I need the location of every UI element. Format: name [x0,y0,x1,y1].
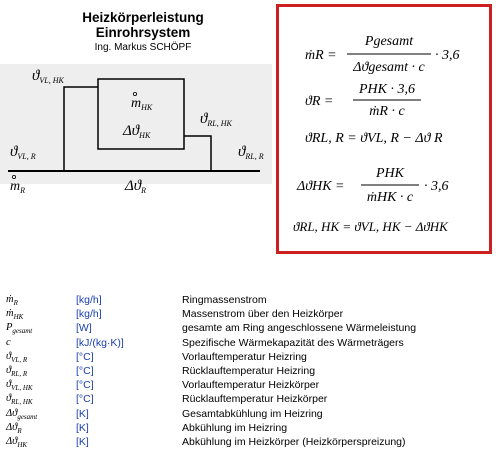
legend-unit: [K] [76,436,89,448]
formula2-lhs: ϑR = [305,94,334,109]
legend-row [0,351,500,363]
formula-set [279,7,489,251]
legend-symbol: $\Delta ϑ_R$ [6,421,22,435]
legend-symbol: $ϑ_{VL, R}$ [6,350,28,364]
m-r-label: $m_R$ [10,179,26,195]
theta-rl-hk-label: $ϑ_{RL, HK}$ [200,111,232,128]
legend-description: Abkühlung im Heizkörper (Heizkörperspreizung) [182,436,406,448]
legend-description: Ringmassenstrom [182,294,267,306]
legend-row [0,294,500,306]
legend-row [0,365,500,377]
author-label: Ing. Markus SCHÖPF [94,42,192,53]
formula1-numerator: Pgesamt [364,34,414,49]
legend-unit: [°C] [76,379,94,392]
formula3: ϑRL, R = ϑVL, R − Δϑ R [305,131,443,146]
legend-description: Massenstrom über den Heizkörper [182,308,344,321]
legend-row [0,337,500,349]
legend-symbol: $\Delta ϑ_{gesamt}$ [6,407,38,421]
formula1-lhs: ṁR = [305,48,337,63]
legend-row [0,408,500,420]
legend-symbol: c [6,336,11,348]
formula-box [276,4,492,254]
legend-unit: [kg/h] [76,294,102,306]
legend-unit: [kg/h] [76,308,102,321]
legend-unit: [°C] [76,350,94,363]
formula4-denominator: ṁHK · c [366,190,414,205]
legend-unit: [°C] [76,393,94,406]
legend-row [0,308,500,320]
legend-description: Vorlauftemperatur Heizkörper [182,379,320,392]
formula1-tail: · 3,6 [435,48,460,63]
legend-row [0,436,500,448]
legend-unit: [K] [76,407,89,420]
theta-rl-r-label: $ϑ_{RL, R}$ [238,144,264,161]
legend-description: Vorlauftemperatur Heizring [182,350,307,363]
formula2-denominator: ṁR · c [369,104,405,119]
legend-unit: [W] [76,322,92,335]
formula4-lhs: ΔϑHK = [297,179,345,194]
title-line1: Heizkörperleistung [82,10,204,25]
theta-vl-hk-label: $ϑ_{VL, HK}$ [32,68,64,85]
title-line2: Einrohrsystem [95,25,191,40]
formula4-numerator: PHK [376,166,404,181]
legend-symbol: $ϑ_{VL, HK}$ [6,379,33,393]
formula1-denominator: Δϑgesamt · c [353,60,425,75]
legend-unit: [°C] [76,365,94,377]
legend-description: Rücklauftemperatur Heizring [182,365,316,377]
theta-vl-r-label: $ϑ_{VL, R}$ [10,144,36,161]
legend-unit: [K] [76,421,89,434]
legend-symbol: ṁ$_R$ [6,294,18,308]
m-hk-label: $m_{HK}$ [131,96,153,112]
legend-description: Abkühlung im Heizring [182,421,288,434]
delta-theta-r-label: $\Delta ϑ_R$ [125,178,147,195]
legend-row [0,322,500,334]
formula5: ϑRL, HK = ϑVL, HK − ΔϑHK [293,219,448,234]
legend-description: Spezifische Wärmekapazität des Wärmeträgers [182,336,404,349]
legend-row [0,422,500,434]
pipe-diagram [0,52,272,202]
legend-symbol: $ϑ_{RL, HK}$ [6,393,33,407]
formula2-numerator: PHK · 3,6 [359,82,415,97]
legend-row [0,379,500,391]
legend-unit: [kJ/(kg·K)] [76,336,124,349]
legend-description: gesamte am Ring angeschlossene Wärmeleistung [182,322,417,335]
legend-symbol: ṁ$_{HK}$ [6,308,24,322]
legend-description: Gesamtabkühlung im Heizring [182,407,323,420]
delta-theta-hk-label: $\Delta ϑ_{HK}$ [123,123,151,140]
legend-symbol: $\Delta ϑ_{HK}$ [6,436,28,450]
formula4-tail: · 3,6 [424,179,449,194]
legend-symbol: $P_{gesamt}$ [6,322,33,336]
legend-description: Rücklauftemperatur Heizkörper [182,393,328,406]
legend-symbol: $ϑ_{RL, R}$ [6,365,28,379]
legend-row [0,393,500,405]
